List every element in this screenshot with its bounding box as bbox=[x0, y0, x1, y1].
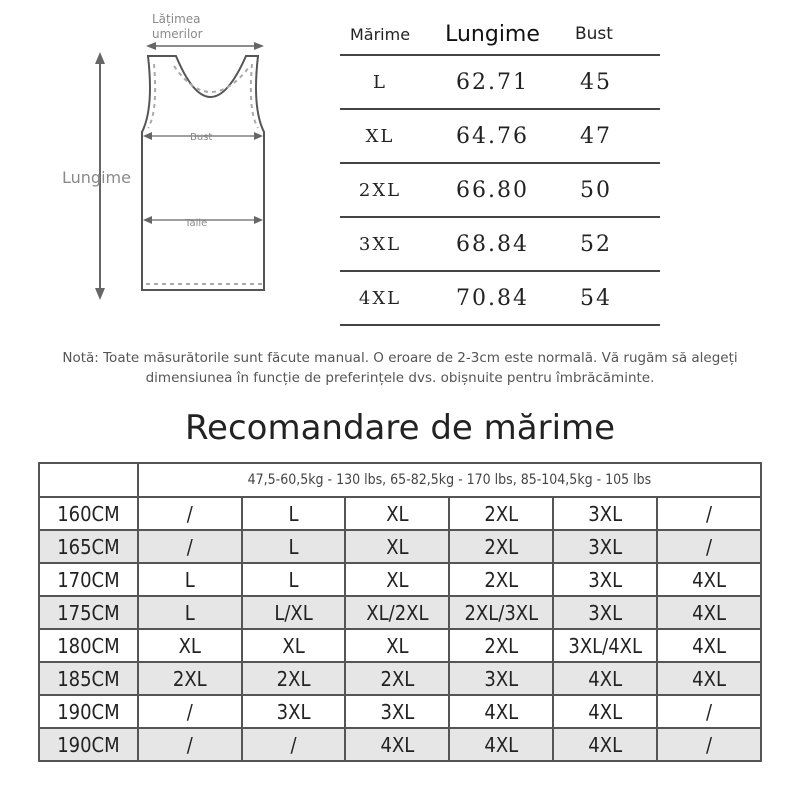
size-cell: 4XL bbox=[657, 662, 761, 695]
size-cell: 3XL bbox=[553, 497, 657, 530]
size-row bbox=[340, 218, 660, 272]
size-cell: / bbox=[138, 695, 242, 728]
size-row bbox=[340, 164, 660, 218]
size-cell: 3XL bbox=[553, 530, 657, 563]
size-cell: 3XL bbox=[345, 695, 449, 728]
size-cell: 4XL bbox=[345, 728, 449, 761]
size-cell: XL bbox=[242, 629, 346, 662]
size-cell: 3XL/4XL bbox=[553, 629, 657, 662]
bust-label: Bust bbox=[190, 132, 213, 143]
length-cell: 62.71 bbox=[456, 69, 529, 95]
tank-top-outline bbox=[40, 8, 320, 308]
size-cell: XL bbox=[365, 125, 395, 147]
header-bust: Bust bbox=[575, 24, 613, 44]
height-cell: 190CM bbox=[39, 695, 138, 728]
size-cell: L bbox=[242, 563, 346, 596]
size-cell: L bbox=[138, 596, 242, 629]
bust-cell: 45 bbox=[580, 69, 612, 95]
bust-cell: 50 bbox=[580, 177, 612, 203]
size-cell: 4XL bbox=[449, 695, 553, 728]
header-size: Mărime bbox=[349, 24, 411, 44]
height-cell: 190CM bbox=[39, 728, 138, 761]
bust-cell: 47 bbox=[580, 123, 612, 149]
bust-cell: 52 bbox=[580, 231, 612, 257]
size-cell: 3XL bbox=[553, 596, 657, 629]
size-cell: 4XL bbox=[657, 563, 761, 596]
size-cell: L bbox=[242, 530, 346, 563]
size-cell: 2XL bbox=[242, 662, 346, 695]
size-cell: 4XL bbox=[449, 728, 553, 761]
weight-header: 47,5-60,5kg - 130 lbs, 65-82,5kg - 170 lbs, 85-104,5kg - 105 lbs bbox=[138, 463, 761, 497]
table-row bbox=[39, 563, 761, 596]
table-row bbox=[39, 629, 761, 662]
size-cell: / bbox=[138, 497, 242, 530]
length-label: Lungime bbox=[62, 168, 131, 187]
size-cell: 2XL bbox=[138, 662, 242, 695]
table-row bbox=[39, 728, 761, 761]
height-cell: 165CM bbox=[39, 530, 138, 563]
table-row bbox=[39, 530, 761, 563]
size-cell: 4XL bbox=[553, 695, 657, 728]
size-cell: 4XL bbox=[358, 287, 402, 309]
length-cell: 66.80 bbox=[456, 177, 529, 203]
size-measurement-table bbox=[340, 14, 660, 326]
size-cell: XL bbox=[345, 563, 449, 596]
size-cell: 2XL bbox=[345, 662, 449, 695]
header-length: Lungime bbox=[445, 21, 540, 47]
shoulder-width-label: Lățimea umerilor bbox=[152, 12, 203, 41]
size-cell: 2XL bbox=[358, 179, 402, 201]
size-cell: XL bbox=[345, 629, 449, 662]
weight-header-row bbox=[39, 463, 761, 497]
recommendation-title: Recomandare de mărime bbox=[184, 408, 616, 448]
size-cell: L bbox=[242, 497, 346, 530]
table-row bbox=[39, 695, 761, 728]
size-cell: 2XL/3XL bbox=[449, 596, 553, 629]
size-row bbox=[340, 56, 660, 110]
length-cell: 68.84 bbox=[456, 231, 529, 257]
size-cell: 3XL bbox=[553, 563, 657, 596]
size-cell: 2XL bbox=[449, 530, 553, 563]
size-cell: / bbox=[138, 530, 242, 563]
size-cell: / bbox=[657, 695, 761, 728]
bust-cell: 54 bbox=[580, 285, 612, 311]
size-cell: XL/2XL bbox=[345, 596, 449, 629]
size-cell: 4XL bbox=[553, 662, 657, 695]
length-cell: 70.84 bbox=[456, 285, 529, 311]
length-cell: 64.76 bbox=[456, 123, 529, 149]
size-cell: / bbox=[657, 728, 761, 761]
size-cell: 2XL bbox=[449, 629, 553, 662]
table-row bbox=[39, 662, 761, 695]
size-row bbox=[340, 272, 660, 326]
size-recommendation-table bbox=[38, 462, 762, 762]
size-cell: XL bbox=[345, 530, 449, 563]
size-cell: / bbox=[657, 497, 761, 530]
tank-top-diagram bbox=[40, 8, 320, 308]
size-cell: L/XL bbox=[242, 596, 346, 629]
waist-label: Talie bbox=[185, 218, 208, 229]
size-cell: 2XL bbox=[449, 563, 553, 596]
size-cell: / bbox=[242, 728, 346, 761]
height-cell: 160CM bbox=[39, 497, 138, 530]
height-cell: 170CM bbox=[39, 563, 138, 596]
size-cell: XL bbox=[138, 629, 242, 662]
size-row bbox=[340, 110, 660, 164]
table-row bbox=[39, 497, 761, 530]
size-cell: L bbox=[138, 563, 242, 596]
height-cell: 180CM bbox=[39, 629, 138, 662]
measurement-note: Notă: Toate măsurătorile sunt făcute manual. O eroare de 2-3cm este normală. Vă rugăm să alegeți dimensiunea în funcție de preferințele dvs. obișnuite pentru îmbrăcăminte. bbox=[62, 350, 738, 386]
height-cell: 185CM bbox=[39, 662, 138, 695]
size-cell: L bbox=[373, 71, 387, 93]
size-cell: XL bbox=[345, 497, 449, 530]
size-cell: 4XL bbox=[657, 596, 761, 629]
size-cell: 4XL bbox=[657, 629, 761, 662]
size-cell: 3XL bbox=[449, 662, 553, 695]
corner-cell bbox=[39, 463, 138, 497]
size-cell: / bbox=[138, 728, 242, 761]
size-cell: 2XL bbox=[449, 497, 553, 530]
size-cell: 3XL bbox=[242, 695, 346, 728]
height-cell: 175CM bbox=[39, 596, 138, 629]
table-row bbox=[39, 596, 761, 629]
size-table-header bbox=[340, 14, 660, 56]
size-cell: 3XL bbox=[358, 233, 402, 255]
size-cell: / bbox=[657, 530, 761, 563]
size-cell: 4XL bbox=[553, 728, 657, 761]
